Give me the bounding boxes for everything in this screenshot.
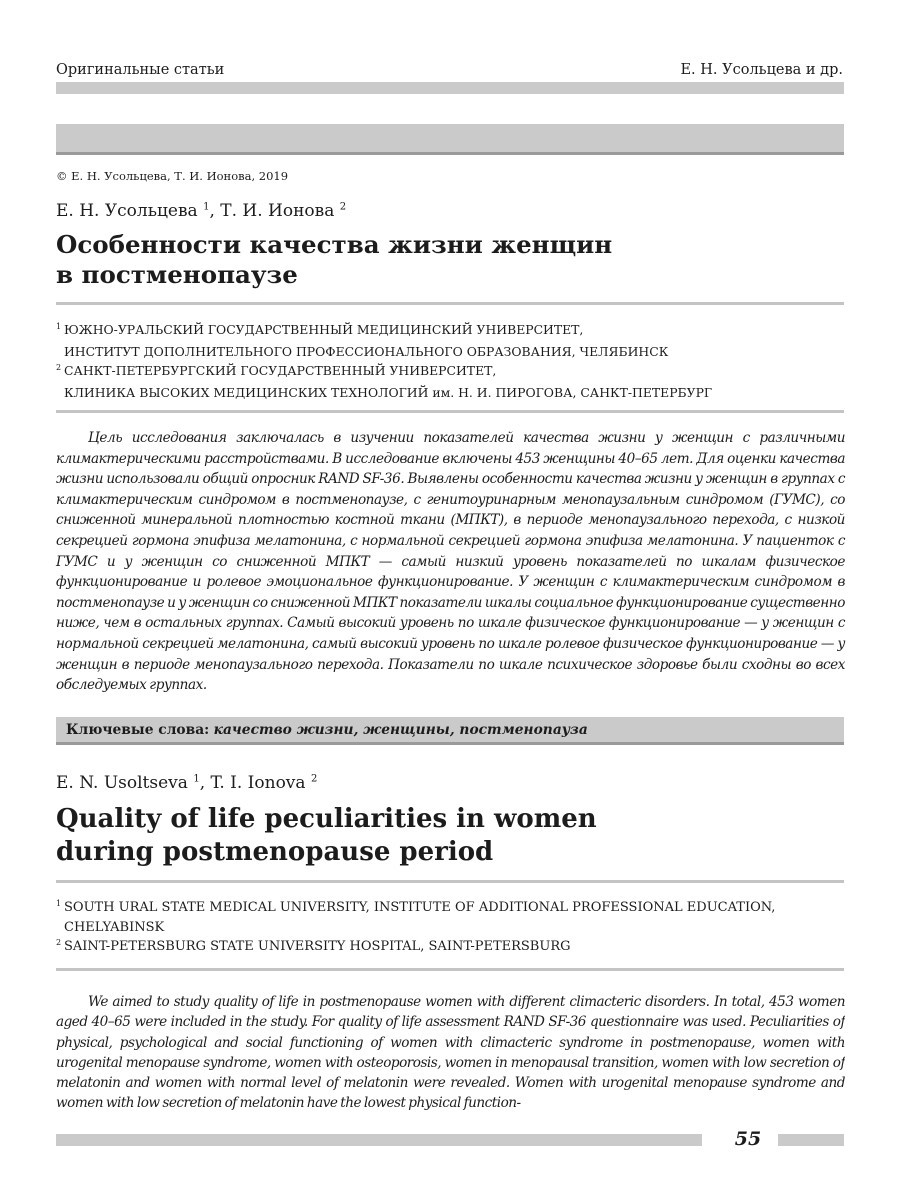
author-en-1-sup: 1 bbox=[193, 773, 200, 785]
title-en-line-1: Quality of life peculiarities in women bbox=[56, 804, 597, 834]
title-en-line-2: during postmenopause period bbox=[56, 837, 494, 867]
affiliation-line: ИНСТИТУТ ДОПОЛНИТЕЛЬНОГО ПРОФЕССИОНАЛЬНОГО ОБРАЗОВАНИЯ, ЧЕЛЯБИНСК bbox=[64, 343, 669, 359]
running-header-authors: Е. Н. Усольцева и др. bbox=[680, 62, 843, 78]
title-ru-line-2: в постменопаузе bbox=[56, 260, 298, 289]
article-title-en bbox=[56, 803, 816, 869]
author-en-2-sup: 2 bbox=[310, 773, 318, 785]
affiliation-line: 1 ЮЖНО-УРАЛЬСКИЙ ГОСУДАРСТВЕННЫЙ МЕДИЦИНСКИЙ УНИВЕРСИТЕТ, bbox=[56, 322, 584, 337]
author-en-1: E. N. Usoltseva bbox=[56, 773, 188, 793]
article-title-ru bbox=[56, 230, 816, 290]
page-number: 55 bbox=[734, 1128, 762, 1150]
affiliation-line: 1 SOUTH URAL STATE MEDICAL UNIVERSITY, INSTITUTE OF ADDITIONAL PROFESSIONAL EDUCATION, bbox=[56, 899, 776, 915]
abstract-ru: Цель исследования заключалась в изучении показателей качества жизни у женщин с различными климактерическими расстройствами. В исследование включены 453 женщины 40–65 лет. Для оценки качества жизни использовали общий опросник RAND SF-36. Выявлены особенности качества жизни у женщин в группах с климактерическим синдромом в постменопаузе, с генитоуринарным менопаузальным синдромом (ГУМС), со сниженной минеральной плотностью костной ткани (МПКТ), в периоде менопаузального перехода, с низкой секрецией гормона эпифиза мелатонина, с нормальной секрецией гормона эпифиза мелатонина. У пациенток с ГУМС и у женщин со сниженной МПКТ — самый низкий уровень показателей по шкалам физическое функционирование и ролевое эмоциональное функционирование. У женщин с климактерическим синдромом в постменопаузе и у женщин со сниженной МПКТ показатели шкалы социальное функционирование существенно ниже, чем в остальных группах. Самый высокий уровень по шкале физическое функционирование — у женщин с нормальной секрецией мелатонина, самый высокий уровень по шкале ролевое физическое функционирование — у женщин в периоде менопаузального перехода. Показатели по шкале психическое здоровье были сходны во всех обследуемых группах. bbox=[56, 430, 845, 694]
authors-ru: Е. Н. Усольцева $^1$, Т. И. Ионова $^2$ bbox=[56, 201, 347, 221]
footer-rule bbox=[778, 1134, 844, 1146]
author-ru-1: Е. Н. Усольцева bbox=[56, 201, 198, 221]
affiliation-line: CHELYABINSK bbox=[64, 920, 165, 935]
keywords-label: Ключевые слова: bbox=[66, 722, 210, 738]
authors-en: E. N. Usoltseva $^1$, T. I. Ionova $^2$ bbox=[56, 773, 318, 793]
author-ru-1-sup: 1 bbox=[203, 201, 210, 213]
divider-rule bbox=[56, 302, 844, 305]
copyright-line: © Е. Н. Усольцева, Т. И. Ионова, 2019 bbox=[56, 169, 289, 183]
footer-rule bbox=[56, 1134, 702, 1146]
author-ru-2-sup: 2 bbox=[339, 201, 347, 213]
keywords-values: качество жизни, женщины, постменопауза bbox=[213, 722, 588, 738]
header-rule bbox=[56, 82, 844, 94]
header-band bbox=[56, 124, 844, 155]
divider-rule bbox=[56, 410, 844, 413]
affiliation-line: 2 SAINT-PETERSBURG STATE UNIVERSITY HOSPITAL, SAINT-PETERSBURG bbox=[56, 938, 571, 954]
running-header-section: Оригинальные статьи bbox=[56, 62, 225, 78]
divider-rule bbox=[56, 968, 844, 971]
divider-rule bbox=[56, 880, 844, 883]
abstract-en: We aimed to study quality of life in postmenopause women with different climacteric disorders. In total, 453 women aged 40–65 were included in the study. For quality of life assessment RAND SF-36 questionnaire was used. Peculiarities of physical, psychological and social functioning of women with climacteric syndrome in postmenopause, women with urogenital menopause syndrome, women with osteoporosis, women in menopausal transition, women with low secretion of melatonin and women with normal level of melatonin were revealed. Women with urogenital menopause syndrome and women with low secretion of melatonin have the lowest physical function- bbox=[56, 994, 845, 1112]
author-ru-2: Т. И. Ионова bbox=[220, 201, 335, 221]
author-en-2: T. I. Ionova bbox=[210, 773, 306, 793]
affiliation-line: 2 САНКТ-ПЕТЕРБУРГСКИЙ ГОСУДАРСТВЕННЫЙ УНИВЕРСИТЕТ, bbox=[56, 363, 497, 378]
affiliations-en bbox=[56, 898, 846, 957]
affiliations-ru bbox=[56, 320, 846, 402]
affiliation-line: КЛИНИКА ВЫСОКИХ МЕДИЦИНСКИХ ТЕХНОЛОГИЙ им. Н. И. ПИРОГОВА, САНКТ-ПЕТЕРБУРГ bbox=[64, 384, 713, 400]
keywords-bar bbox=[56, 717, 844, 745]
title-ru-line-1: Особенности качества жизни женщин bbox=[56, 230, 613, 259]
